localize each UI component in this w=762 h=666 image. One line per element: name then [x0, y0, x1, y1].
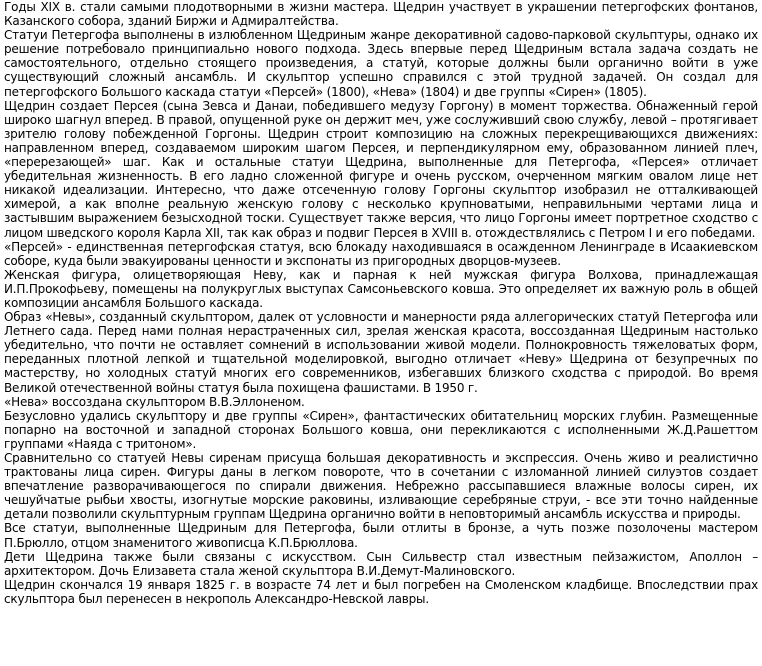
- paragraph-perseus-blockade: «Персей» - единственная петергофская статуя, всю блокаду находившаяся в осажденном Ленинграде в Исаакиевском соборе, куда были эвакуированы ценности и экспонаты из пригородных дворцов-музеев.: [4, 239, 758, 268]
- paragraph-neva-figure: Женская фигура, олицетворяющая Неву, как и парная к ней мужская фигура Волхова, принадлежащая И.П.Прокофьеву, помещены на полукруглых выступах Самсоньевского ковша. Это определяет их важную роль в общей композиции ансамбля Большого каскада.: [4, 267, 758, 310]
- paragraph-sirens-comparison: Сравнительно со статуей Невы сиренам присуща большая декоративность и экспрессия. Очень живо и реалистично трактованы лица сирен. Фигуры даны в легком повороте, что в сочетании с изломанной линией силуэтов создает впечатление разворачивающегося по спирали движения. Небрежно рассыпавшиеся влажные волосы сирен, их чешуйчатые рыбьи хвосты, изогнутые морские раковины, изливающие серебряные струи, - все эти точно найденные детали позволили скульптурным группам Щедрина органично войти в неповторимый ансамбль искусства и природы.: [4, 451, 758, 522]
- paragraph-children: Дети Щедрина также были связаны с искусством. Сын Сильвестр стал известным пейзажистом, Аполлон – архитектором. Дочь Елизавета стала женой скульптора В.И.Демут-Малиновского.: [4, 549, 758, 578]
- paragraph-sirens: Безусловно удались скульптору и две группы «Сирен», фантастических обитательниц морских глубин. Размещенные попарно на восточной и западной сторонах Большого ковша, они перекликаются с исполненными Ж.Д.Рашеттом группами «Наяда с тритоном».: [4, 408, 758, 451]
- paragraph-neva-image: Образ «Невы», созданный скульптором, далек от условности и манерности ряда аллегорических статуй Петергофа или Летнего сада. Перед нами полная нерастраченных сил, зрелая женская красота, воссозданная Щедриным настолько убедительно, что почти не оставляет сомнений в использовании живой модели. Полнокровность тяжеловатых форм, переданных плотной лепкой и тщательной моделировкой, выгодно отличает «Неву» Щедрина от безупречных по мастерству, но холодных статуй многих его современников, избегавших близкого сходства с природой. Во время Великой отечественной войны статуя была похищена фашистами. В 1950 г.: [4, 310, 758, 395]
- paragraph-peterhof-statues: Статуи Петергофа выполнены в излюбленном Щедриным жанре декоративной садово-парковой скульптуры, однако их решение потребовало принципиально нового подхода. Здесь впервые перед Щедриным встала задача создать не самостоятельного, отдельно стоящего произведения, а статуй, которые должны были органично войти в уже существующий сложный ансамбль. И скульптор успешно справился с этой трудной задачей. Он создал для петергофского Большого каскада статуи «Персей» (1800), «Нева» (1804) и две группы «Сирен» (1805).: [4, 28, 758, 99]
- paragraph-bronze: Все статуи, выполненные Щедриным для Петергофа, были отлиты в бронзе, а чуть позже позолочены мастером П.Брюлло, отцом знаменитого живописца К.П.Брюллова.: [4, 521, 758, 550]
- paragraph-neva-restored: «Нева» воссоздана скульптором В.В.Эллоненом.: [4, 394, 305, 409]
- paragraph-perseus: Щедрин создает Персея (сына Зевса и Данаи, победившего медузу Горгону) в момент торжества. Обнаженный герой широко шагнул вперед. В правой, опущенной руке он держит меч, уже сослуживший свою службу, левой – протягивает зрителю голову побежденной Горгоны. Щедрин строит композицию на сложных перекрещивающихся движениях: направленном вперед, создаваемом широким шагом Персея, и перпендикулярном ему, образованном линией плеч, «перерезающей» шаг. Как и остальные статуи Щедрина, выполненные для Петергофа, «Персея» отличает убедительная жизненность. В его ладно сложенной фигуре и очень русском, очерченном мягким овалом лице нет никакой идеализации. Интересно, что даже отсеченную голову Горгоны скульптор изобразил не отталкивающей химерой, а как вполне реальную женскую голову с несколько крупноватыми, неправильными чертами лица и застывшим выражением безысходной тоски. Существует также версия, что лицо Горгоны имеет портретное сходство с лицом шведского короля Карла XII, так как образ и подвиг Персея в XVIII в. отождествлялись с Петром I и его победами.: [4, 98, 758, 240]
- paragraph-death: Щедрин скончался 19 января 1825 г. в возрасте 74 лет и был погребен на Смоленском кладбище. Впоследствии прах скульптора был перенесен в некрополь Александро-Невской лавры.: [4, 577, 758, 606]
- paragraph-years: Годы XIX в. стали самыми плодотворными в жизни мастера. Щедрин участвует в украшении петергофских фонтанов, Казанского собора, зданий Биржи и Адмиралтейства.: [4, 0, 758, 29]
